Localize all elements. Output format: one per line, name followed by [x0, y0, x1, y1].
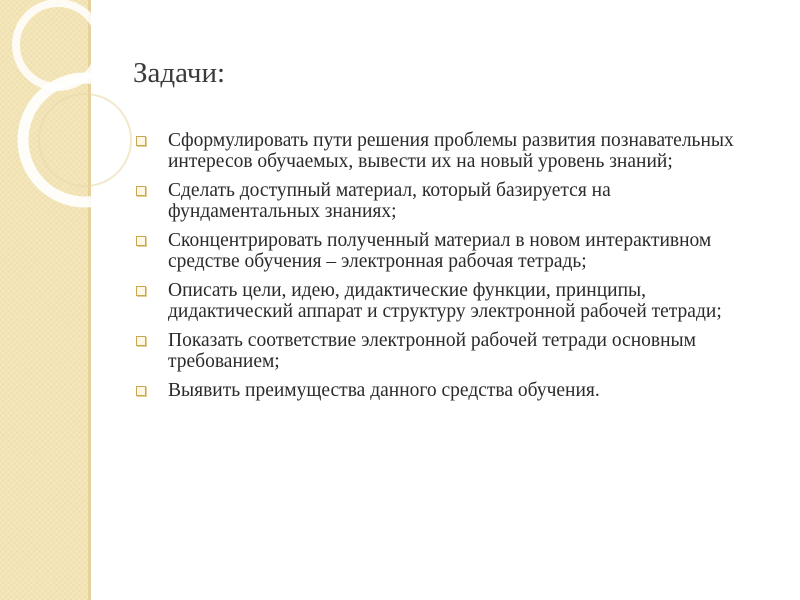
list-item	[133, 280, 743, 322]
slide-title: Задачи:	[133, 57, 226, 89]
list-item	[133, 330, 743, 372]
list-item-text: Сделать доступный материал, который базируется на фундаментальных знаниях;	[168, 180, 611, 222]
list-item-text: Сформулировать пути решения проблемы развития познавательных интересов обучаемых, вывести их на новый уровень знаний;	[168, 130, 734, 172]
square-bullet-icon	[136, 286, 146, 296]
list-item	[133, 180, 743, 222]
list-item	[133, 380, 743, 401]
list-item-text: Сконцентрировать полученный материал в новом интерактивном средстве обучения – электронная рабочая тетрадь;	[168, 230, 712, 272]
list-item	[133, 230, 743, 272]
list-item	[133, 130, 743, 172]
square-bullet-icon	[136, 236, 146, 246]
square-bullet-icon	[136, 136, 146, 146]
square-bullet-icon	[136, 186, 146, 196]
list-item-text: Выявить преимущества данного средства обучения.	[168, 380, 600, 401]
square-bullet-icon	[136, 386, 146, 396]
task-list	[133, 130, 743, 409]
list-item-text: Показать соответствие электронной рабочей тетради основным требованием;	[168, 330, 696, 372]
square-bullet-icon	[136, 336, 146, 346]
list-item-text: Описать цели, идею, дидактические функции, принципы, дидактический аппарат и структуру электронной рабочей тетради;	[168, 280, 722, 322]
